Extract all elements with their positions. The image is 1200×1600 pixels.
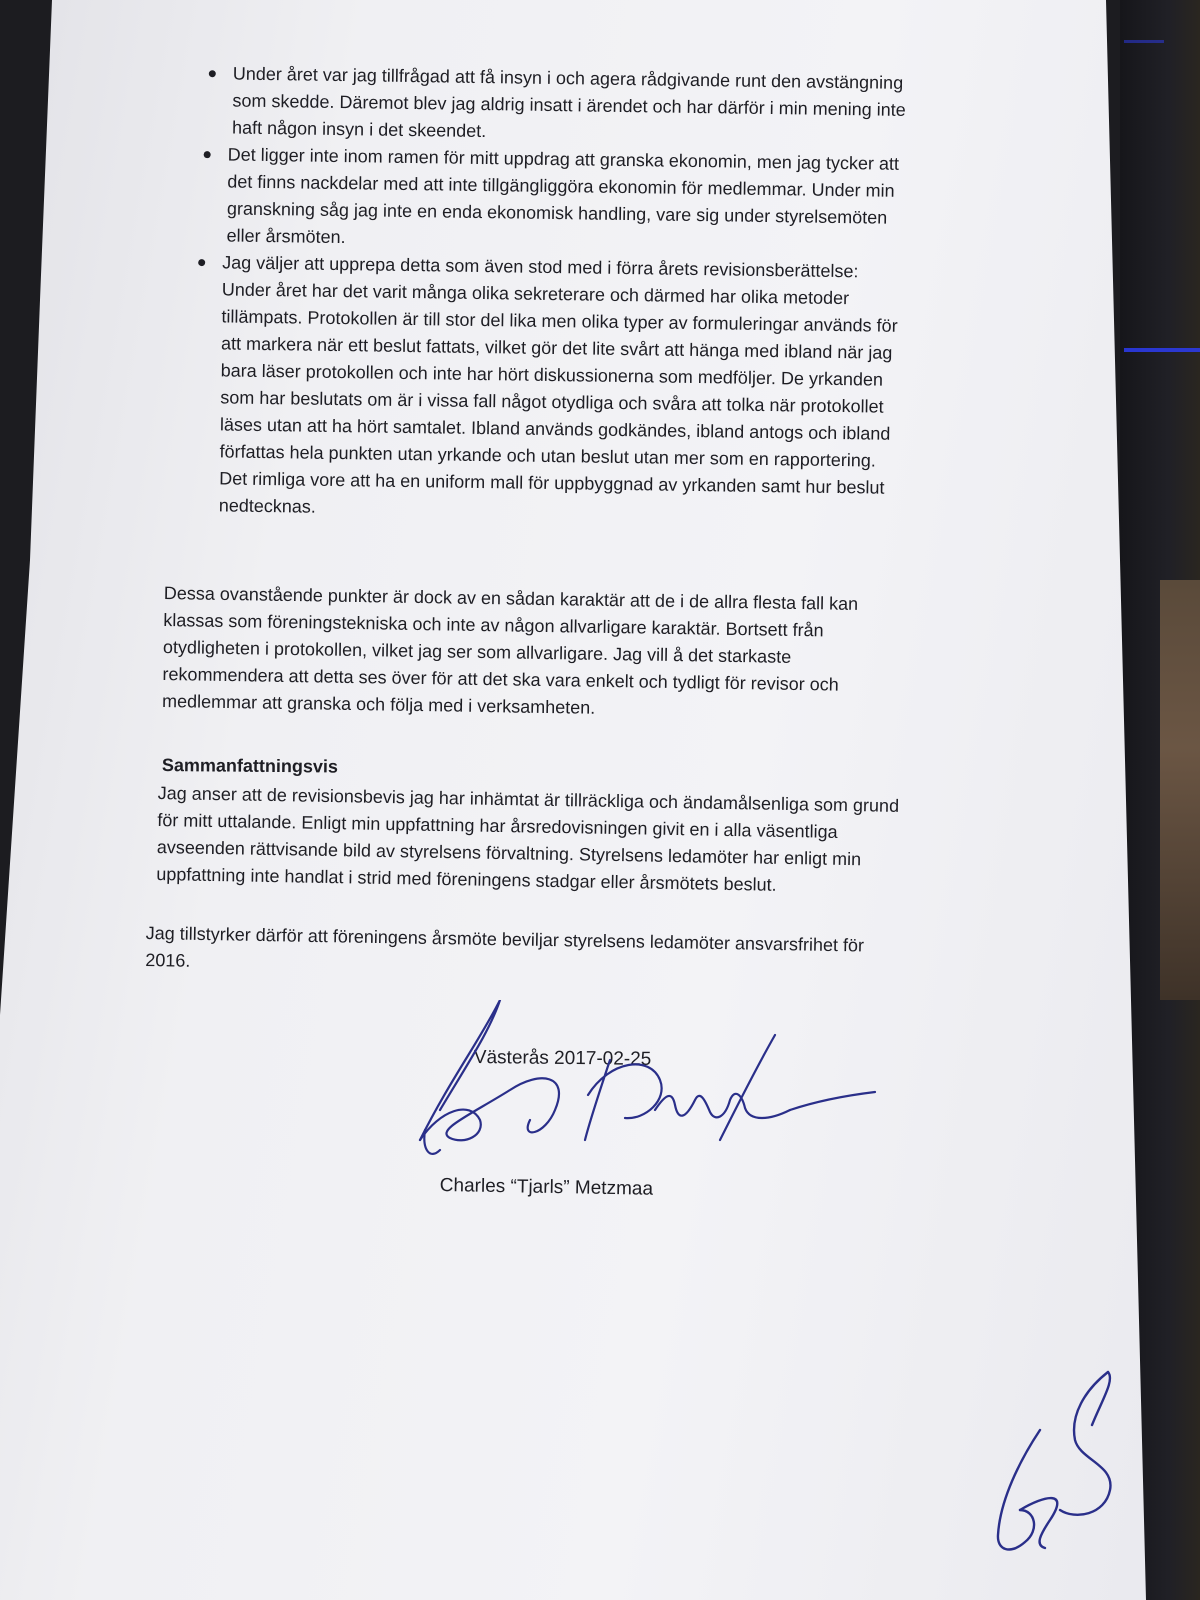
paragraph-summary: Jag anser att de revisionsbevis jag har inhämtat är tillräckliga och ändamålsenliga som grund för mitt uttalande. Enligt min uppfattning har årsredovisningen givit en i alla väsentliga avseenden rättvisande bild av styrelsens förvaltning. Styrelsens ledamöter har enligt min uppfattning inte handlat i strid med föreningens stadgar eller årsmötets beslut. <box>156 782 900 895</box>
paragraph-recommendation: Jag tillstyrker därför att föreningens årsmöte beviljar styrelsens ledamöter ansvarsfrihet för 2016. <box>145 922 865 971</box>
bullet-item <box>194 60 995 152</box>
bullet-dot-icon <box>198 259 205 266</box>
handwritten-signature <box>410 1000 890 1180</box>
bullet-text: Det ligger inte inom ramen för mitt uppdrag att granska ekonomin, men jag tycker att det finns nackdelar med att inte tillgängliggöra ekonomin för medlemmar. Under min granskning såg jag inte en enda ekonomisk handling, vare sig under styrelsemöten eller årsmöten. <box>226 144 900 248</box>
bullet-list <box>189 60 995 530</box>
bullet-text: Jag väljer att upprepa detta som även stod med i förra årets revisionsberättelse: Under året har det varit många olika sekreterare och därmed har olika metoder tillämpats. Protokollen är till stor del lika men olika typer av formuleringar används för att markera när ett beslut fattats, vilket gör det lite svårt att hänga med ibland när jag bara läser protokollen och inte har hört diskussionerna som medföljer. De yrkanden som har beslutats om är i vissa fall något otydliga och svåra att tolka när protokollet läses utan att ha hört samtalet. Ibland används godkändes, ibland antogs och ibland författas hela punkten utan yrkande och utan beslut utan mer som en rapportering. Det rimliga vore att ha en uniform mall för uppbyggnad av yrkanden samt hur beslut nedtecknas. <box>218 252 898 517</box>
paragraph-assessment: Dessa ovanstående punkter är dock av en sådan karaktär att de i de allra flesta fall kan klassas som föreningstekniska och inte av någon allvarligare karaktär. Bortsett från otydligheten i protokollen, vilket jag ser som allvarligare. Jag vill å det starkaste rekommendera att detta ses över för att det ska vara enkelt och tydligt för revisor och medlemmar att granska och följa med i verksamheten. <box>161 582 859 718</box>
bullet-dot-icon <box>209 70 216 77</box>
place-date: Västerås 2017-02-25 <box>473 1046 652 1070</box>
handwritten-initials <box>990 1370 1150 1570</box>
bullet-item <box>181 249 993 530</box>
bullet-item <box>188 141 993 260</box>
bullet-text: Under året var jag tillfrågad att få insyn i och agera rådgivande runt den avstängning som skedde. Däremot blev jag aldrig insatt i ärendet och har därför i min mening inte haft någon insyn i det skeendet. <box>231 63 906 142</box>
section-heading: Sammanfattningsvis <box>161 754 339 777</box>
signer-name: Charles “Tjarls” Metzmaa <box>439 1174 654 1200</box>
bullet-dot-icon <box>204 151 211 158</box>
